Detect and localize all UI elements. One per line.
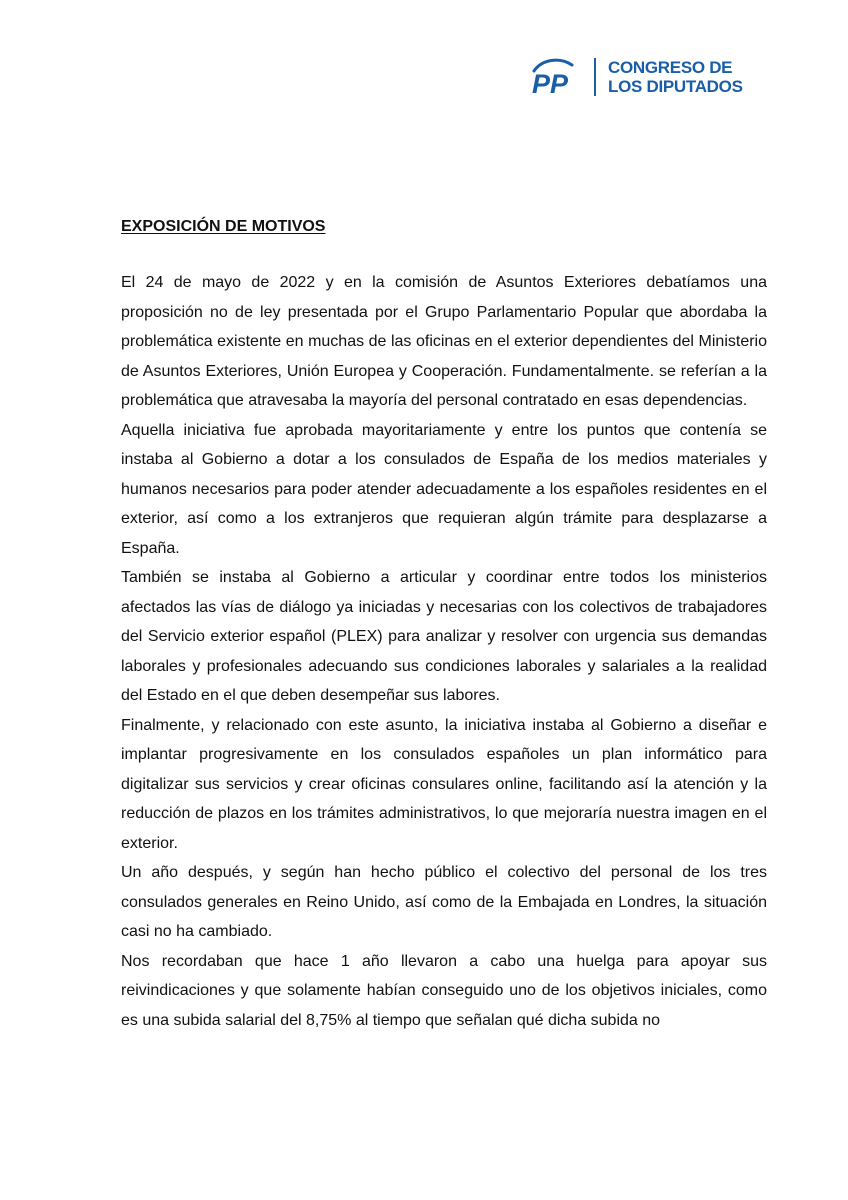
pp-logo-letters: PP (532, 69, 569, 97)
paragraph-6: Nos recordaban que hace 1 año llevaron a cabo una huelga para apoyar sus reivindicaciones y que solamente habían conseguido uno de los objetivos iniciales, como es una subida salarial del 8,75% al tiempo que señalan qué dicha subida no (121, 952, 767, 1029)
logo-divider (594, 58, 596, 96)
paragraph-5: Un año después, y según han hecho público el colectivo del personal de los tres consulados generales en Reino Unido, así como de la Embajada en Londres, la situación casi no ha cambiado. (121, 864, 767, 940)
paragraph-4: Finalmente, y relacionado con este asunto, la iniciativa instaba al Gobierno a diseñar e implantar progresivamente en los consulados españoles un plan informático para digitalizar sus servicios y crear oficinas consulares online, facilitando así la atención y la reducción de plazos en los trámites administrativos, lo que mejoraría nuestra imagen en el exterior. (121, 716, 767, 852)
paragraph-1: El 24 de mayo de 2022 y en la comisión de Asuntos Exteriores debatíamos una proposición no de ley presentada por el Grupo Parlamentario Popular que abordaba la problemática existente en muchas de las oficinas en el exterior dependientes del Ministerio de Asuntos Exteriores, Unión Europea y Cooperación. Fundamentalmente. se referían a la problemática que atravesaba la mayoría del personal contratado en esas dependencias. (121, 274, 767, 409)
chamber-name-line-2: LOS DIPUTADOS (608, 77, 743, 96)
pp-party-logo-icon (528, 57, 578, 97)
paragraph-3: También se instaba al Gobierno a articular y coordinar entre todos los ministerios afectados las vías de diálogo ya iniciadas y necesarias con los colectivos de trabajadores del Servicio exterior español (PLEX) para analizar y resolver con urgencia sus demandas laborales y profesionales adecuando sus condiciones laborales y salariales a la realidad del Estado en el que deben desempeñar sus labores. (121, 569, 767, 704)
chamber-name (608, 58, 743, 96)
paragraph-2: Aquella iniciativa fue aprobada mayoritariamente y entre los puntos que contenía se instaba al Gobierno a dotar a los consulados de España de los medios materiales y humanos necesarios para poder atender adecuadamente a los españoles residentes en el exterior, así como a los extranjeros que requieran algún trámite para desplazarse a España. (121, 421, 767, 557)
document-body (121, 212, 767, 1035)
header-logo (528, 56, 743, 98)
chamber-name-line-1: CONGRESO DE (608, 58, 733, 77)
section-title: EXPOSICIÓN DE MOTIVOS (121, 218, 326, 235)
